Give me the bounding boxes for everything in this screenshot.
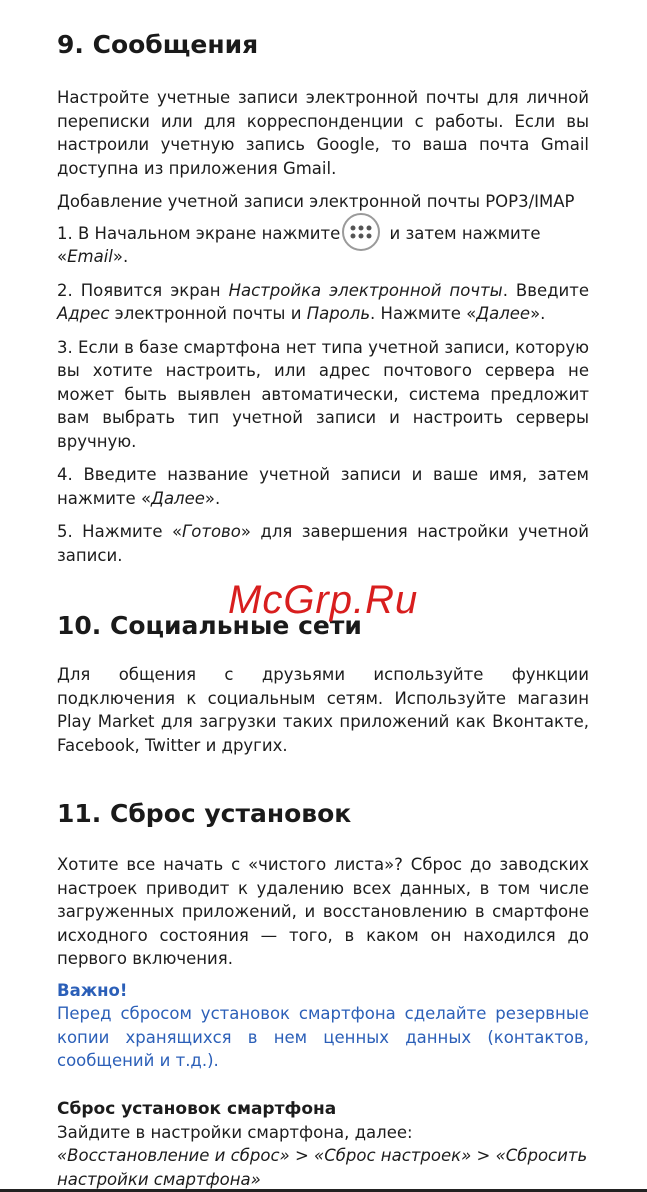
reset-instruction: Зайдите в настройки смартфона, далее: <box>57 1122 413 1142</box>
step-2 <box>57 279 589 326</box>
step-5 <box>57 520 589 567</box>
step-2-b: . Введите <box>502 280 590 300</box>
step-2-d: . Нажмите « <box>370 304 477 323</box>
reset-path <box>57 1144 589 1191</box>
step-4-em: Далее <box>151 488 205 508</box>
section-10-title: 10. Социальные сети <box>57 611 362 640</box>
step-2-a: 2. Появится экран <box>57 280 229 300</box>
section-9-title: 9. Сообщения <box>57 30 259 59</box>
reset-path-sep-1: > <box>289 1146 315 1165</box>
step-1-text-c: ». <box>112 247 129 266</box>
step-4 <box>57 463 589 510</box>
step-3: 3. Если в базе смартфона нет типа учетной записи, которую вы хотите настроить, или адрес почтового сервера не может быть выявлен автоматически, система предложит вам выбрать тип учетной записи и настроить серверы вручную. <box>57 337 589 451</box>
important-heading: Важно! <box>57 980 128 1000</box>
watermark: McGrp.Ru <box>228 578 419 622</box>
reset-path-sep-2: > <box>471 1146 496 1165</box>
step-2-c: электронной почты и <box>109 304 307 323</box>
step-5-em: Готово <box>182 522 241 541</box>
important-text: Перед сбросом установок смартфона сделайте резервные копии хранящихся в нем ценных данных (контактов, сообщений и т.д.). <box>57 1004 589 1070</box>
step-1-text-b: и затем нажмите « <box>57 223 541 266</box>
step-2-e: ». <box>530 304 546 323</box>
section-9-intro: Настройте учетные записи электронной почты для личной переписки или для корреспонденции с работы. Если вы настроили учетную запись Google, то ваша почта Gmail доступна из приложения Gmail. <box>57 88 589 178</box>
reset-subheading: Сброс установок смартфона <box>57 1098 337 1119</box>
step-1 <box>57 222 589 269</box>
step-4-b: ». <box>204 488 221 508</box>
apps-grid-icon <box>342 213 380 251</box>
section-11-text: Хотите все начать с «чистого листа»? Сброс до заводских настроек приводит к удалению всех данных, в том числе загруженных приложений, и восстановлению в смартфоне исходного состояния — того, в каком он находился до первого включения. <box>57 855 589 968</box>
step-4-a: 4. Введите название учетной записи и ваше имя, затем нажмите « <box>57 465 589 508</box>
section-9-subheading: Добавление учетной записи электронной почты POP3/IMAP <box>57 192 575 211</box>
step-2-em3: Пароль <box>306 304 371 323</box>
step-1-email: Email <box>67 247 113 266</box>
step-1-text-a: 1. В Начальном экране нажмите <box>57 223 341 243</box>
step-5-a: 5. Нажмите « <box>57 522 183 541</box>
step-2-em1: Настройка электронной почты <box>228 280 503 300</box>
reset-path-2: «Сброс настроек» <box>314 1146 472 1165</box>
section-11-title: 11. Сброс установок <box>57 799 352 828</box>
section-10-text: Для общения с друзьями используйте функции подключения к социальным сетям. Используйте магазин Play Market для загрузки таких приложений как Вконтакте, Facebook, Twitter и других. <box>57 665 589 755</box>
step-5-b: » для завершения настройки учетной записи. <box>57 522 589 565</box>
step-2-em2: Адрес <box>57 304 110 323</box>
reset-path-1: «Восстановление и сброс» <box>57 1146 290 1165</box>
step-2-em4: Далее <box>476 304 531 323</box>
reset-path-3: «Сбросить настройки смартфона» <box>57 1146 588 1189</box>
